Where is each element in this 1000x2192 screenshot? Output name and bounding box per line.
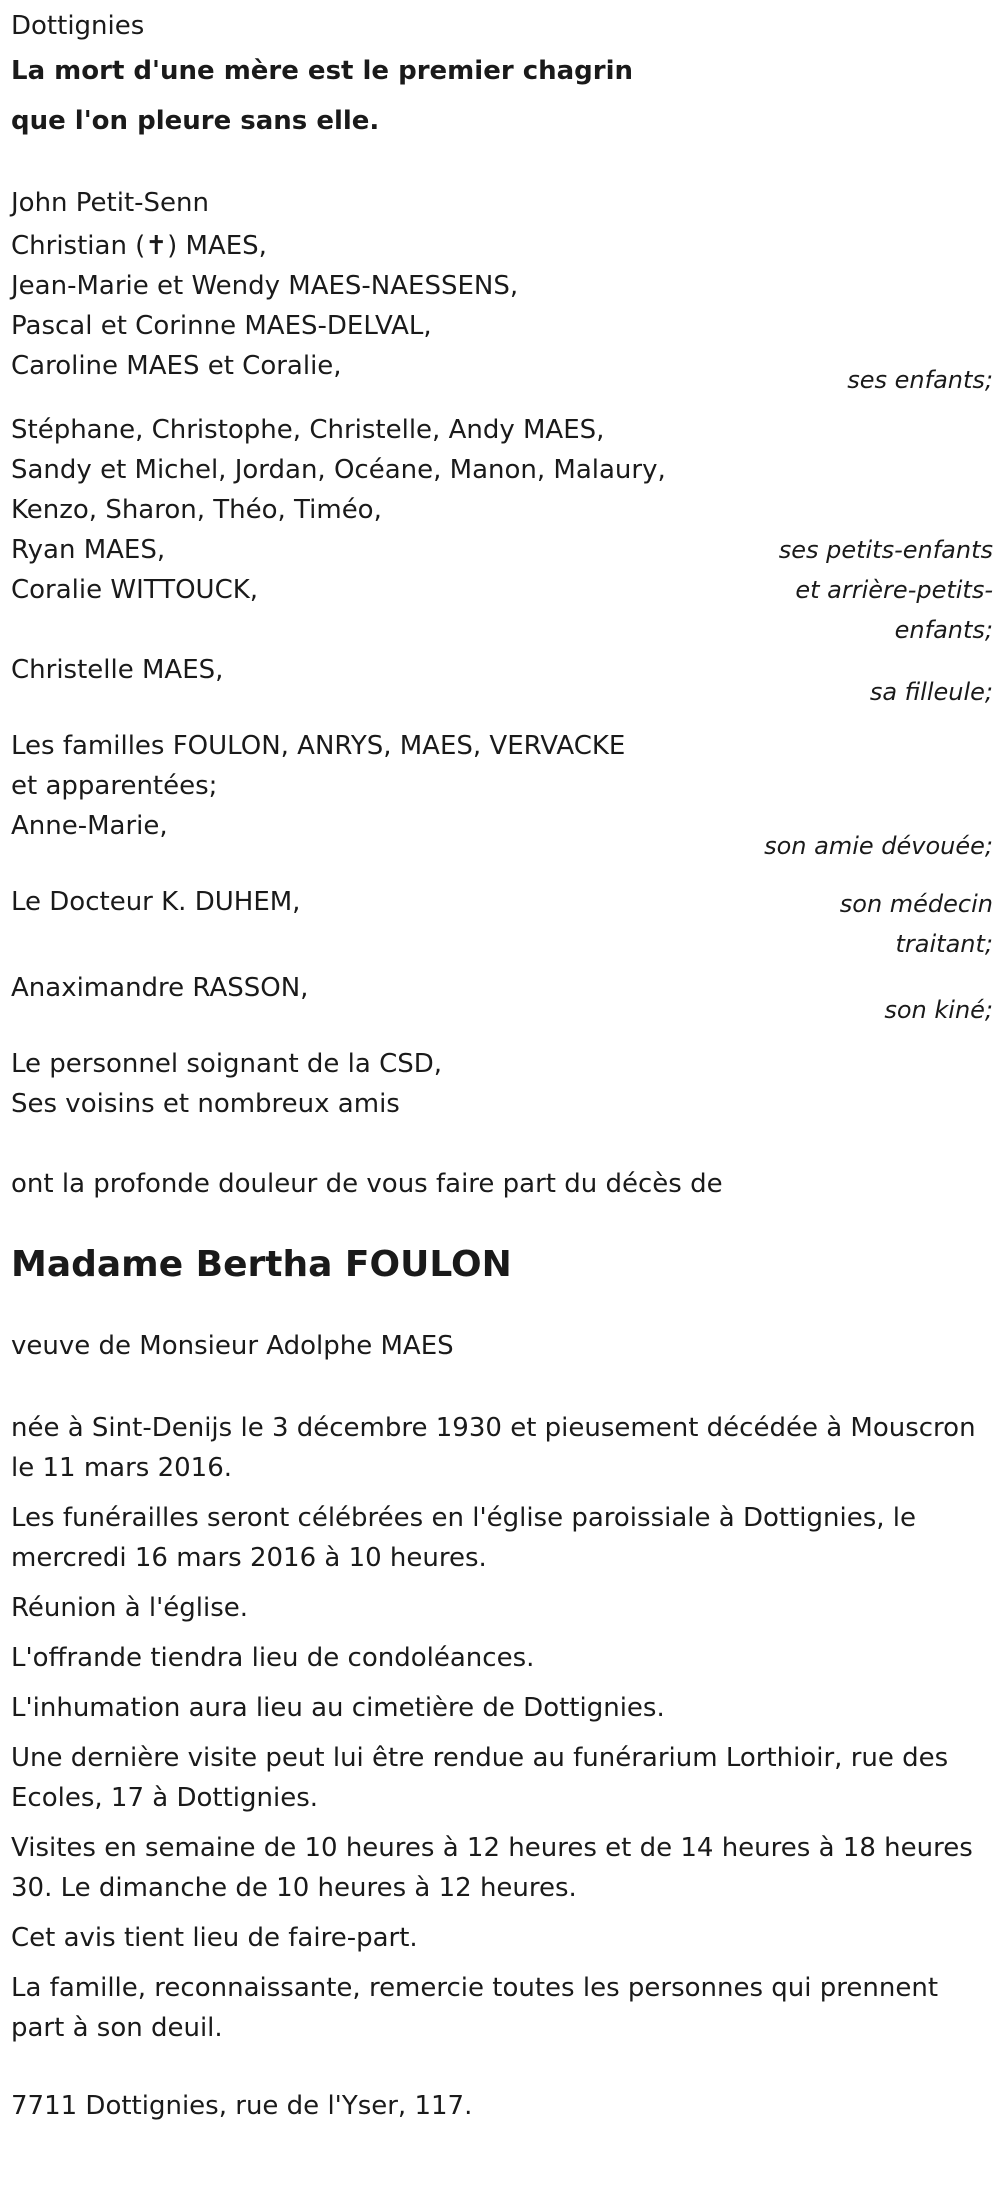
family-name: Anaximandre RASSON, xyxy=(11,973,309,1003)
quote-block xyxy=(11,46,993,146)
deceased-name: Madame Bertha FOULON xyxy=(11,1244,512,1285)
relation-label: ses enfants; xyxy=(847,366,993,394)
family-group-others xyxy=(11,1044,993,1124)
meeting-details: Réunion à l'église. xyxy=(11,1593,249,1623)
visiting-hours: Visites en semaine de 10 heures à 12 heures et de 14 heures à 18 heures 30. Le dimanche de 10 heures à 12 heures. xyxy=(11,1833,973,1903)
family-group-children xyxy=(11,226,993,394)
funeral-details: Les funérailles seront célébrées en l'église paroissiale à Dottignies, le mercredi 16 mars 2016 à 10 heures. xyxy=(11,1503,916,1573)
thanks-statement: La famille, reconnaissante, remercie toutes les personnes qui prennent part à son deuil. xyxy=(11,1973,939,2043)
quote-line-1: La mort d'une mère est le premier chagrin xyxy=(11,56,634,86)
family-name: Kenzo, Sharon, Théo, Timéo, xyxy=(11,495,382,525)
family-address: 7711 Dottignies, rue de l'Yser, 117. xyxy=(11,2091,473,2121)
visit-details: Une dernière visite peut lui être rendue au funérarium Lorthioir, rue des Ecoles, 17 à Dottignies. xyxy=(11,1743,949,1813)
relation-label: enfants; xyxy=(894,616,993,644)
quote-author: John Petit-Senn xyxy=(11,188,209,218)
family-name: Pascal et Corinne MAES-DELVAL, xyxy=(11,311,432,341)
family-name: Stéphane, Christophe, Christelle, Andy MAES, xyxy=(11,415,605,445)
family-group-goddaughter xyxy=(11,650,993,708)
family-group-physio xyxy=(11,968,993,1026)
family-name: Ses voisins et nombreux amis xyxy=(11,1089,400,1119)
obituary-notice xyxy=(11,0,993,2126)
relation-label: son amie dévouée; xyxy=(764,832,993,860)
family-name: et apparentées; xyxy=(11,771,218,801)
family-name: Sandy et Michel, Jordan, Océane, Manon, Malaury, xyxy=(11,455,666,485)
family-name: Caroline MAES et Coralie, xyxy=(11,351,342,381)
birth-death-details: née à Sint-Denijs le 3 décembre 1930 et pieusement décédée à Mouscron le 11 mars 2016. xyxy=(11,1413,976,1483)
family-group-grandchildren xyxy=(11,410,993,650)
relation-label: son médecin xyxy=(839,890,993,918)
family-name: Christelle MAES, xyxy=(11,655,224,685)
family-group-relatives xyxy=(11,726,993,864)
widow-of: veuve de Monsieur Adolphe MAES xyxy=(11,1331,454,1361)
family-group-doctor xyxy=(11,882,993,968)
family-name: Le personnel soignant de la CSD, xyxy=(11,1049,443,1079)
relation-label: ses petits-enfants xyxy=(778,536,993,564)
relation-label: son kiné; xyxy=(884,996,993,1024)
place-name: Dottignies xyxy=(11,11,145,41)
family-name: Ryan MAES, xyxy=(11,535,166,565)
announcement-intro: ont la profonde douleur de vous faire part du décès de xyxy=(11,1169,723,1199)
family-name: Les familles FOULON, ANRYS, MAES, VERVACKE xyxy=(11,731,626,761)
quote-line-2: que l'on pleure sans elle. xyxy=(11,106,380,136)
family-name: Jean-Marie et Wendy MAES-NAESSENS, xyxy=(11,271,519,301)
relation-label: traitant; xyxy=(895,930,993,958)
condolence-details: L'offrande tiendra lieu de condoléances. xyxy=(11,1643,535,1673)
family-name: Le Docteur K. DUHEM, xyxy=(11,887,301,917)
family-name: Coralie WITTOUCK, xyxy=(11,575,259,605)
family-name: Anne-Marie, xyxy=(11,811,168,841)
family-name: Christian (✝) MAES, xyxy=(11,231,267,261)
notice-statement: Cet avis tient lieu de faire-part. xyxy=(11,1923,418,1953)
relation-label: et arrière-petits- xyxy=(795,576,993,604)
relation-label: sa filleule; xyxy=(869,678,993,706)
burial-details: L'inhumation aura lieu au cimetière de Dottignies. xyxy=(11,1693,665,1723)
